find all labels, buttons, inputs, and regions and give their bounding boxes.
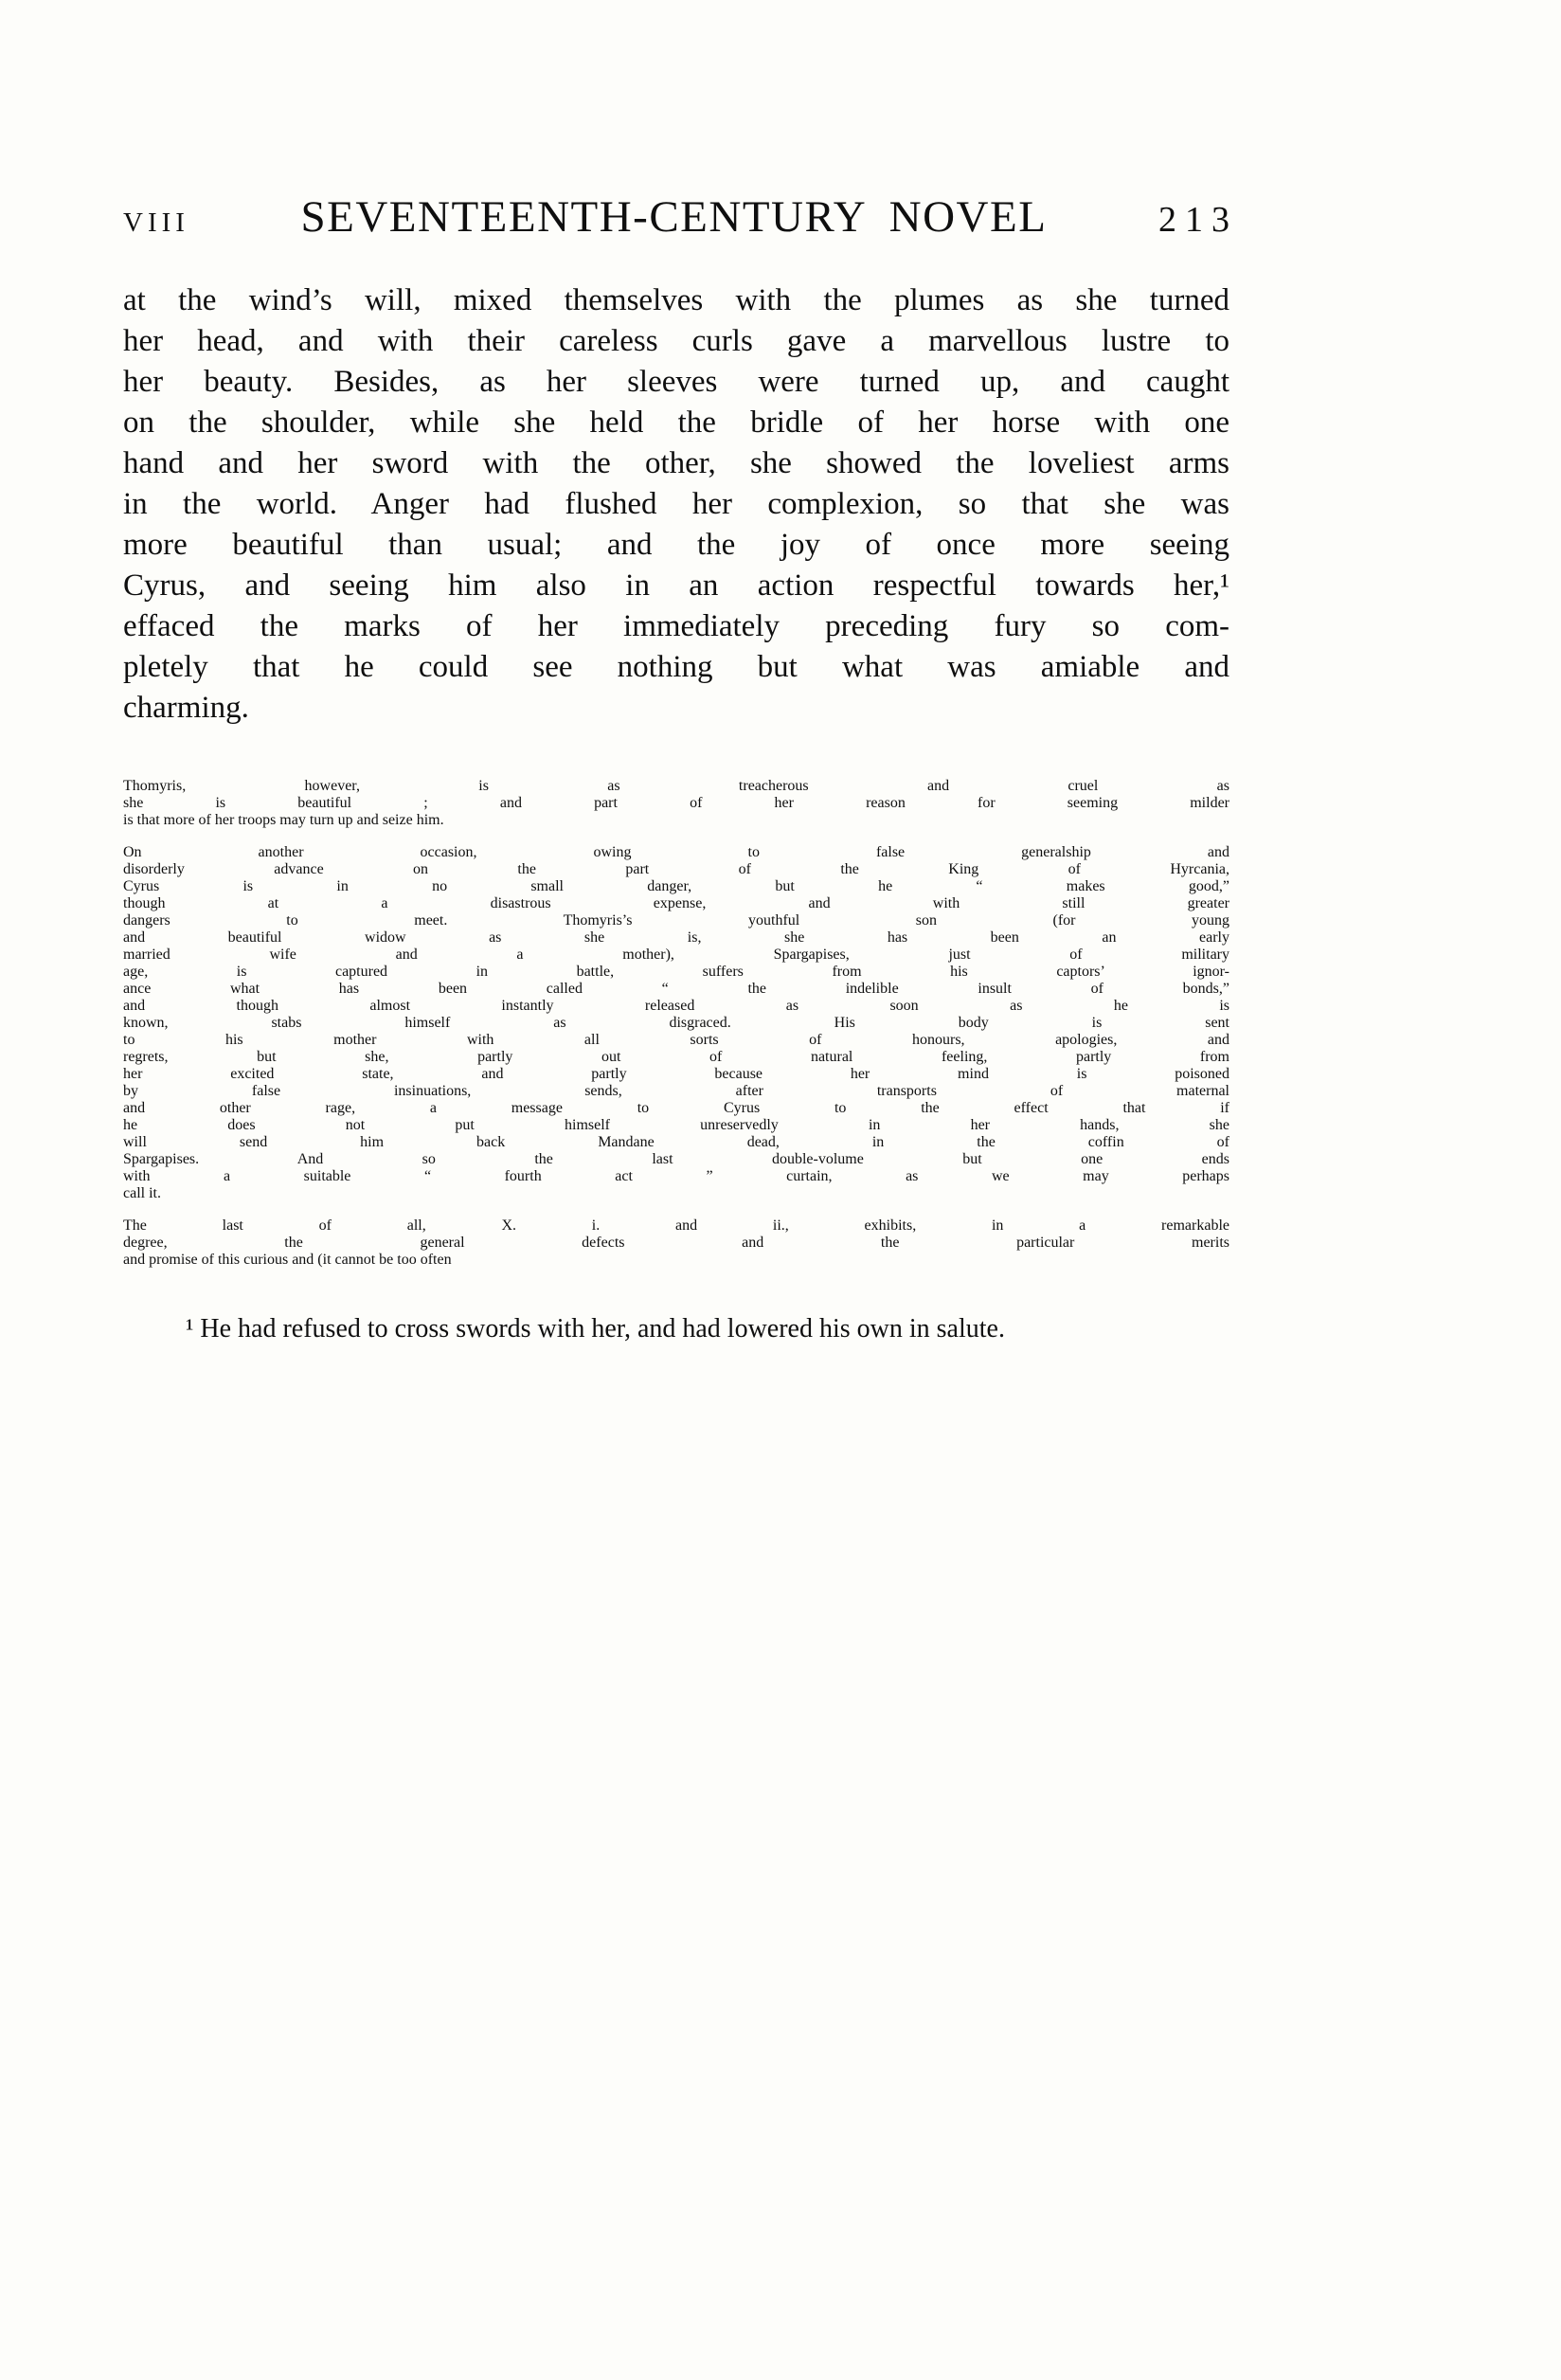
footnote	[123, 1312, 1229, 1346]
text-line: disorderly advance on the part of the King of Hyrcania,	[123, 861, 1229, 877]
text-line: in the world. Anger had flushed her complexion, so that she was	[123, 487, 1229, 521]
text-line: charming.	[123, 691, 249, 725]
text-column	[123, 191, 1238, 1346]
text-line: Thomyris, however, is as treacherous and cruel as	[123, 778, 1229, 794]
text-line: and though almost instantly released as soon as he is	[123, 998, 1229, 1014]
running-head	[123, 191, 1238, 243]
text-line: he does not put himself unreservedly in her hands, she	[123, 1117, 1229, 1133]
text-line: On another occasion, owing to false generalship and	[123, 844, 1229, 860]
text-line: at the wind’s will, mixed themselves with the plumes as she turned	[123, 283, 1229, 317]
text-line: married wife and a mother), Spargapises, just of military	[123, 947, 1229, 963]
text-line: age, is captured in battle, suffers from his captors’ ignor-	[123, 964, 1229, 980]
text-line: will send him back Mandane dead, in the coffin of	[123, 1134, 1229, 1150]
text-line: known, stabs himself as disgraced. His body is sent	[123, 1015, 1229, 1031]
text-line: on the shoulder, while she held the bridle of her horse with one	[123, 406, 1229, 440]
text-line: and beautiful widow as she is, she has been an early	[123, 929, 1229, 946]
text-line: call it.	[123, 1185, 161, 1201]
text-line: her head, and with their careless curls gave a marvellous lustre to	[123, 324, 1229, 358]
text-line: her beauty. Besides, as her sleeves were turned up, and caught	[123, 365, 1229, 399]
text-line: effaced the marks of her immediately preceding fury so com-	[123, 609, 1229, 643]
text-line: Spargapises. And so the last double-volume but one ends	[123, 1151, 1229, 1167]
text-line: regrets, but she, partly out of natural feeling, partly from	[123, 1049, 1229, 1065]
text-line: with a suitable “ fourth act ” curtain, as we may perhaps	[123, 1168, 1229, 1184]
page-number: 213	[1158, 200, 1238, 240]
text-line: hand and her sword with the other, she showed the loveliest arms	[123, 446, 1229, 480]
text-line: more beautiful than usual; and the joy of once more seeing	[123, 528, 1229, 562]
chapter-number: VIII	[123, 207, 189, 238]
text-line: The last of all, X. i. and ii., exhibits, in a remarkable	[123, 1217, 1229, 1234]
text-line: ance what has been called “ the indelible insult of bonds,”	[123, 981, 1229, 997]
text-line: Cyrus is in no small danger, but he “ makes good,”	[123, 878, 1229, 894]
text-line: degree, the general defects and the particular merits	[123, 1235, 1229, 1251]
quote-paragraph	[123, 280, 1229, 729]
text-line: and other rage, a message to Cyrus to the effect that if	[123, 1100, 1229, 1116]
text-line: she is beautiful ; and part of her reason for seeming milder	[123, 795, 1229, 811]
text-line: is that more of her troops may turn up and seize him.	[123, 812, 444, 828]
text-line: and promise of this curious and (it cannot be too often	[123, 1252, 452, 1268]
page-title: SEVENTEENTH-CENTURY NOVEL	[300, 192, 1048, 242]
text-line: Cyrus, and seeing him also in an action respectful towards her,¹	[123, 568, 1229, 603]
footnote-text: ¹ He had refused to cross swords with her, and had lowered his own in salute.	[186, 1314, 1005, 1343]
text-line: pletely that he could see nothing but what was amiable and	[123, 650, 1229, 684]
text-line: by false insinuations, sends, after transports of maternal	[123, 1083, 1229, 1099]
text-line: though at a disastrous expense, and with still greater	[123, 895, 1229, 911]
text-line: to his mother with all sorts of honours, apologies, and	[123, 1032, 1229, 1048]
text-line: her excited state, and partly because her mind is poisoned	[123, 1066, 1229, 1082]
text-line: dangers to meet. Thomyris’s youthful son (for young	[123, 912, 1229, 929]
